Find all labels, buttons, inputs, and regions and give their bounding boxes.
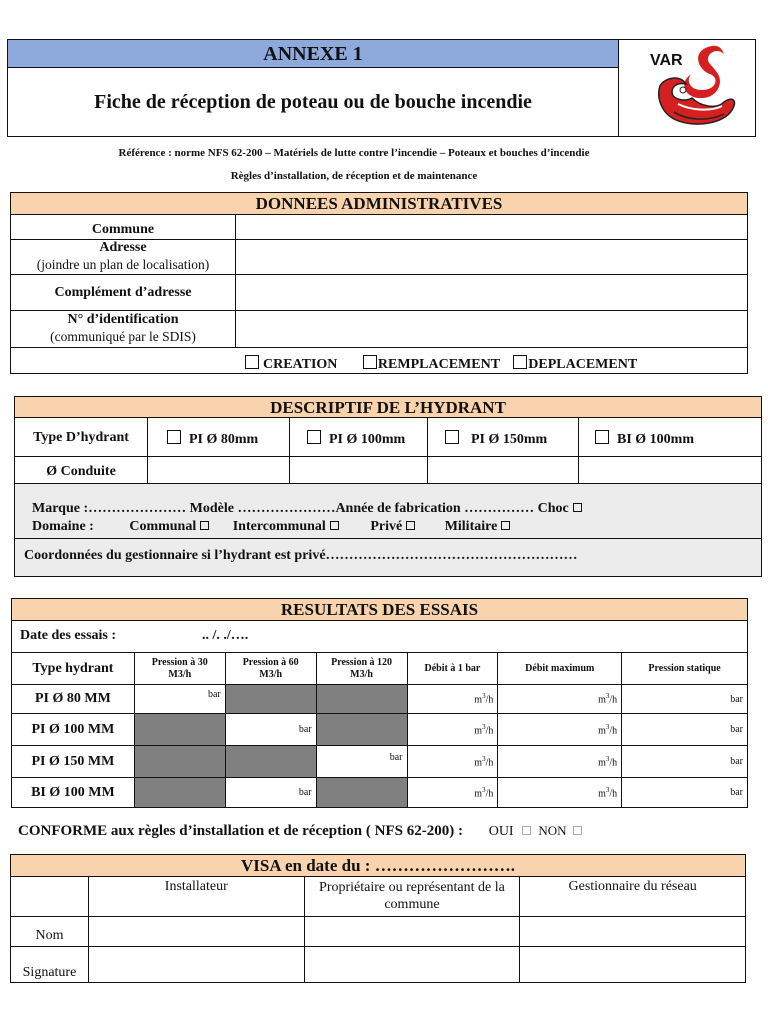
domaine-communal[interactable]: Communal: [129, 519, 209, 534]
pi150-pression-statique[interactable]: bar: [622, 746, 748, 778]
essais-section-title: RESULTATS DES ESSAIS: [11, 598, 748, 621]
type-pi100-option[interactable]: PI Ø 100mm: [307, 430, 405, 448]
pi150-debit-max[interactable]: $m^3/h$: [498, 746, 622, 778]
col-pression-30: Pression à 30 M3/h: [134, 653, 225, 685]
deplacement-checkbox[interactable]: [513, 355, 527, 369]
reference-line-1: Référence : norme NFS 62-200 – Matériels de lutte contre l’incendie – Poteaux et bouches d’incendie: [118, 147, 590, 159]
pi80-checkbox[interactable]: [167, 430, 181, 444]
conduite-field-2[interactable]: [290, 457, 427, 483]
col-debit-1bar: Débit à 1 bar: [407, 653, 498, 685]
var-logo-icon: [620, 40, 755, 136]
pi80-pression-statique[interactable]: bar: [622, 685, 748, 714]
row-label-bi100: BI Ø 100 MM: [12, 778, 135, 808]
pi150-checkbox[interactable]: [445, 430, 459, 444]
hydrant-details-panel: [15, 484, 761, 576]
communal-checkbox[interactable]: [200, 521, 209, 530]
conforme-line: [18, 823, 582, 840]
coordonnees-line: Coordonnées du gestionnaire si l’hydrant est privé………………………………………………: [24, 548, 578, 563]
bi100-checkbox[interactable]: [595, 430, 609, 444]
creation-option[interactable]: CREATION: [245, 357, 337, 372]
pi150-pression-30-disabled: [134, 746, 225, 778]
visa-col-installateur: Installateur: [88, 877, 304, 917]
prive-checkbox[interactable]: [406, 521, 415, 530]
identification-field[interactable]: [236, 311, 747, 347]
row-label-pi100: PI Ø 100 MM: [12, 714, 135, 746]
var-logo-text: VAR: [650, 52, 683, 69]
pi80-pression-30[interactable]: bar: [134, 685, 225, 714]
domaine-intercommunal[interactable]: Intercommunal: [233, 519, 339, 534]
identification-label: N° d’identification: [67, 312, 179, 327]
table-row: [11, 947, 746, 983]
nom-proprietaire-field[interactable]: [304, 917, 520, 947]
table-row: [12, 746, 748, 778]
row-label-pi80: PI Ø 80 MM: [12, 685, 135, 714]
conforme-text: CONFORME aux règles d’installation et de réception ( NFS 62-200) :: [18, 823, 463, 839]
pi100-checkbox[interactable]: [307, 430, 321, 444]
essais-date-row: [11, 620, 748, 653]
form-title: Fiche de réception de poteau ou de bouche incendie: [8, 68, 619, 136]
remplacement-option[interactable]: REMPLACEMENT: [363, 357, 500, 372]
essais-table: [11, 652, 748, 808]
date-label: Date des essais :: [20, 628, 117, 643]
header-box: [7, 39, 756, 137]
col-debit-max: Débit maximum: [498, 653, 622, 685]
bi100-pression-120-disabled: [316, 778, 407, 808]
table-row: [12, 778, 748, 808]
essais-header-row: [12, 653, 748, 685]
oui-option[interactable]: OUI: [489, 824, 531, 839]
pi100-pression-120-disabled: [316, 714, 407, 746]
visa-row-nom: Nom: [11, 917, 89, 947]
signature-gestionnaire-field[interactable]: [520, 947, 746, 983]
conduite-label: Ø Conduite: [46, 464, 116, 479]
deplacement-option[interactable]: DEPLACEMENT: [513, 357, 637, 372]
bi100-pression-30-disabled: [134, 778, 225, 808]
domaine-label: Domaine :: [32, 519, 94, 534]
visa-col-gestionnaire: Gestionnaire du réseau: [520, 877, 746, 917]
pi80-pression-60-disabled: [225, 685, 316, 714]
bi100-pression-60[interactable]: bar: [225, 778, 316, 808]
admin-section-title: DONNEES ADMINISTRATIVES: [10, 192, 748, 215]
pi150-pression-60-disabled: [225, 746, 316, 778]
var-logo: [620, 40, 755, 136]
visa-header-row: [11, 877, 746, 917]
conduite-field-1[interactable]: [148, 457, 289, 483]
admin-section: [10, 214, 748, 374]
domaine-militaire[interactable]: Militaire: [445, 519, 511, 534]
domaine-line: [32, 519, 510, 535]
col-pression-60: Pression à 60 M3/h: [225, 653, 316, 685]
hydrant-section: [14, 417, 762, 577]
oui-checkbox[interactable]: [522, 826, 531, 835]
pi80-debit-max[interactable]: $m^3/h$: [498, 685, 622, 714]
complement-label: Complément d’adresse: [54, 285, 192, 300]
reference-line-2: Règles d’installation, de réception et de maintenance: [230, 170, 478, 182]
visa-corner-cell: [11, 877, 89, 917]
type-pi80-option[interactable]: PI Ø 80mm: [167, 430, 258, 448]
nom-installateur-field[interactable]: [88, 917, 304, 947]
pi100-debit-1bar[interactable]: $m^3/h$: [407, 714, 498, 746]
pi100-debit-max[interactable]: $m^3/h$: [498, 714, 622, 746]
non-checkbox[interactable]: [573, 826, 582, 835]
col-pression-120: Pression à 120 M3/h: [316, 653, 407, 685]
col-pression-statique: Pression statique: [622, 653, 748, 685]
domaine-prive[interactable]: Privé: [370, 519, 415, 534]
hydrant-details-divider: [15, 538, 761, 539]
adresse-label: Adresse: [99, 240, 147, 255]
choc-checkbox[interactable]: [573, 503, 582, 512]
bi100-pression-statique[interactable]: bar: [622, 778, 748, 808]
visa-table: [10, 876, 746, 983]
table-row: [12, 714, 748, 746]
annex-title: ANNEXE 1: [263, 43, 363, 65]
commune-field[interactable]: [236, 214, 747, 239]
type-bi100-option[interactable]: BI Ø 100mm: [595, 430, 694, 448]
row-label-pi150: PI Ø 150 MM: [12, 746, 135, 778]
table-row: [11, 917, 746, 947]
bi100-debit-max[interactable]: $m^3/h$: [498, 778, 622, 808]
intercommunal-checkbox[interactable]: [330, 521, 339, 530]
visa-section-title: VISA en date du : …………………….: [10, 854, 746, 877]
adresse-field[interactable]: [236, 240, 747, 274]
pi80-debit-1bar[interactable]: $m^3/h$: [407, 685, 498, 714]
hydrant-section-title: DESCRIPTIF DE L’HYDRANT: [14, 396, 762, 418]
pi100-pression-statique[interactable]: bar: [622, 714, 748, 746]
nom-gestionnaire-field[interactable]: [520, 917, 746, 947]
pi100-pression-30-disabled: [134, 714, 225, 746]
complement-field[interactable]: [236, 275, 747, 310]
type-pi150-option[interactable]: PI Ø 150mm: [445, 430, 547, 448]
non-option[interactable]: NON: [538, 823, 581, 838]
date-value[interactable]: .. /. ./….: [202, 628, 249, 643]
conduite-field-3[interactable]: [428, 457, 578, 483]
bi100-debit-1bar[interactable]: $m^3/h$: [407, 778, 498, 808]
marque-line: Marque :………………… Modèle …………………Année de fabrication …………… Choc: [32, 501, 582, 517]
pi150-debit-1bar[interactable]: $m^3/h$: [407, 746, 498, 778]
pi100-pression-60[interactable]: bar: [225, 714, 316, 746]
admin-row-divider: [11, 347, 747, 348]
type-hydrant-label: Type D’hydrant: [33, 430, 129, 445]
annex-bar: [8, 40, 619, 68]
pi80-pression-120-disabled: [316, 685, 407, 714]
signature-installateur-field[interactable]: [88, 947, 304, 983]
table-row: [12, 685, 748, 714]
creation-checkbox[interactable]: [245, 355, 259, 369]
col-type-hydrant: Type hydrant: [12, 653, 135, 685]
signature-proprietaire-field[interactable]: [304, 947, 520, 983]
operation-options: [245, 355, 637, 373]
visa-col-proprietaire: Propriétaire ou représentant de la commune: [304, 877, 520, 917]
visa-row-signature: Signature: [11, 947, 89, 983]
identification-note: (communiqué par le SDIS): [50, 329, 196, 344]
remplacement-checkbox[interactable]: [363, 355, 377, 369]
militaire-checkbox[interactable]: [501, 521, 510, 530]
commune-label: Commune: [91, 222, 155, 237]
conduite-field-4[interactable]: [579, 457, 761, 483]
adresse-note: (joindre un plan de localisation): [36, 257, 210, 272]
pi150-pression-120[interactable]: bar: [316, 746, 407, 778]
